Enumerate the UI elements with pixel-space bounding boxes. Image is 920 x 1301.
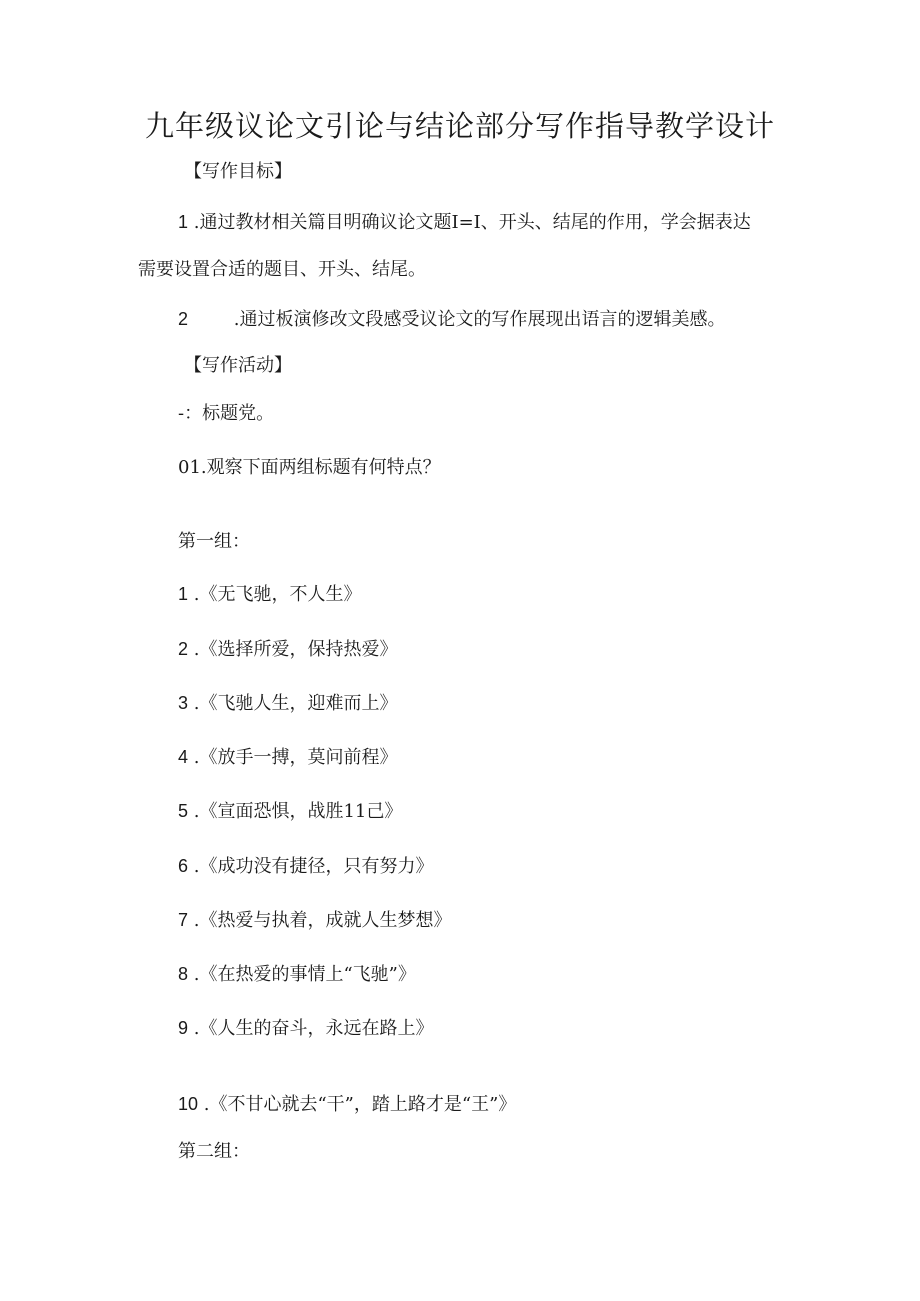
- activities-heading: 【写作活动】: [184, 355, 292, 376]
- list-item: 1 .《无飞驰，不人生》: [178, 584, 362, 605]
- goals-heading: 【写作目标】: [184, 161, 292, 182]
- question-line: 01.观察下面两组标题有何特点？: [178, 457, 441, 478]
- document-title: 九年级议论文引论与结论部分写作指导教学设计: [144, 109, 775, 143]
- list-item: 3 .《飞驰人生，迎难而上》: [178, 693, 398, 714]
- goal-2-number: 2: [178, 309, 189, 329]
- list-item: 9 .《人生的奋斗，永远在路上》: [178, 1018, 434, 1039]
- list-item: 6 .《成功没有捷径，只有努力》: [178, 856, 434, 877]
- group-two-label: 第二组：: [178, 1141, 250, 1162]
- goal-2-text: .通过板演修改文段感受议论文的写作展现出语言的逻辑美感。: [188, 309, 726, 330]
- section-one-heading: -：标题党。: [178, 403, 275, 424]
- list-item: 2 .《选择所爱，保持热爱》: [178, 639, 398, 660]
- goal-1-text: .通过教材相关篇目明确议论文题I=I、开头、结尾的作用，学会据表达: [188, 212, 751, 233]
- goal-2-line: [178, 307, 726, 332]
- list-item: 5 .《宣面恐惧，战胜11己》: [178, 801, 403, 822]
- goal-1-number: 1: [178, 212, 189, 232]
- list-item: 8 .《在热爱的事情上“飞驰”》: [178, 964, 416, 985]
- group-one-label: 第一组：: [178, 531, 250, 552]
- list-item: 4 .《放手一搏，莫问前程》: [178, 747, 398, 768]
- list-item: 7 .《热爱与执着，成就人生梦想》: [178, 910, 452, 931]
- goal-1-line-1: [178, 210, 751, 235]
- list-item: 10 .《不甘心就去“干”，踏上路才是“王”》: [178, 1094, 517, 1115]
- goal-1-line-2: 需要设置合适的题目、开头、结尾。: [138, 259, 426, 280]
